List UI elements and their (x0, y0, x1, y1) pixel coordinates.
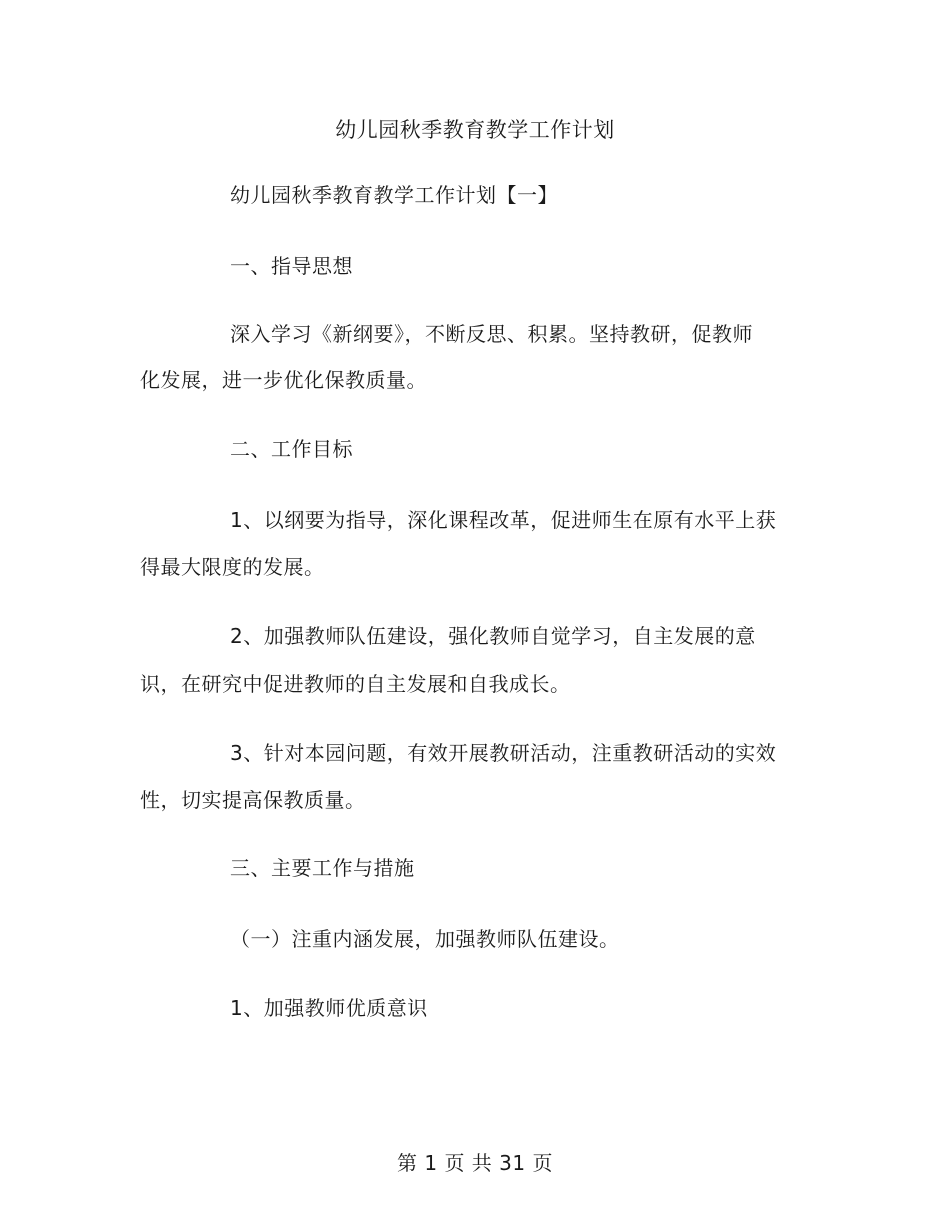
item-heading-1: 1、加强教师优质意识 (230, 996, 428, 1020)
footer-page-number: 1 (424, 1151, 438, 1175)
section-heading-guiding-thought: 一、指导思想 (230, 254, 353, 278)
paragraph-guiding-thought-line1: 深入学习《新纲要》，不断反思、积累。坚持教研，促教师 (230, 322, 753, 346)
page-footer (0, 1151, 950, 1175)
section-heading-work-goals: 二、工作目标 (230, 437, 353, 461)
footer-total-pages: 31 (499, 1151, 526, 1175)
footer-middle: 页 共 (444, 1151, 493, 1175)
goal-2-line2: 识，在研究中促进教师的自主发展和自我成长。 (140, 672, 571, 696)
footer-suffix: 页 (532, 1151, 553, 1175)
document-title: 幼儿园秋季教育教学工作计划 (335, 118, 615, 142)
goal-3-line1: 3、针对本园问题，有效开展教研活动，注重教研活动的实效 (230, 741, 777, 765)
goal-1-line2: 得最大限度的发展。 (140, 555, 325, 579)
goal-3-line2: 性，切实提高保教质量。 (140, 788, 366, 812)
section-heading-main-work: 三、主要工作与措施 (230, 856, 415, 880)
goal-1-line1: 1、以纲要为指导，深化课程改革，促进师生在原有水平上获 (230, 508, 777, 532)
subsection-heading-1: （一）注重内涵发展，加强教师队伍建设。 (230, 927, 620, 951)
document-subtitle: 幼儿园秋季教育教学工作计划【一】 (230, 183, 558, 207)
paragraph-guiding-thought-line2: 化发展，进一步优化保教质量。 (140, 368, 427, 392)
footer-prefix: 第 (397, 1151, 418, 1175)
goal-2-line1: 2、加强教师队伍建设，强化教师自觉学习，自主发展的意 (230, 624, 756, 648)
